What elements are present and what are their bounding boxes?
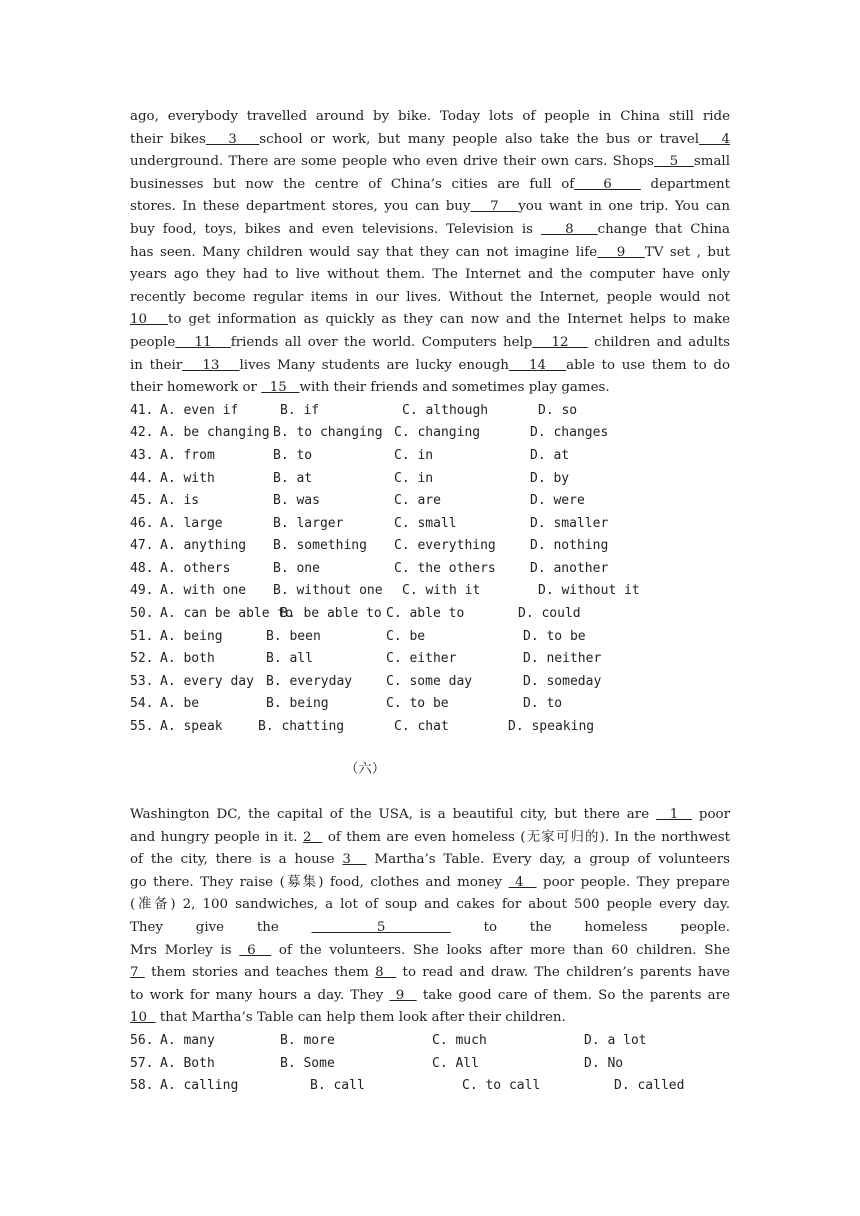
option-a: A. be: [160, 696, 200, 712]
options-list-6: [130, 1030, 730, 1098]
question-number: 48.: [130, 560, 154, 576]
option-d: D. changes: [530, 425, 609, 441]
passage-text: to the homeless people.: [450, 919, 730, 935]
question-number: 56.: [130, 1032, 154, 1048]
option-a: A. others: [160, 560, 231, 576]
option-c: C. to be: [386, 696, 449, 712]
passage-text: recently become regular items in our lives. Without the Internet, people would not: [130, 289, 730, 305]
passage-text: that Martha’s Table can help them look after their children.: [155, 1010, 566, 1026]
blank-number: 6: [239, 942, 272, 958]
passage-text: businesses but now the centre of China’s cities are full of: [130, 176, 575, 192]
option-d: D. could: [518, 606, 581, 622]
section-title-6: （六）: [345, 762, 386, 777]
option-row: [130, 648, 730, 671]
option-b: B. was: [273, 493, 320, 509]
option-c: C. to call: [462, 1078, 541, 1094]
option-row: [130, 535, 730, 558]
passage-text: years ago they had to live without them. The Internet and the computer have only: [130, 267, 730, 283]
passage-line: [130, 962, 730, 985]
passage-line: [130, 309, 730, 332]
passage-text: Washington DC, the capital of the USA, is a beautiful city, but there are: [130, 807, 656, 822]
option-row: [130, 513, 730, 536]
passage-text: with their friends and sometimes play games.: [299, 380, 610, 396]
passage-text: you want in one trip. You can: [518, 199, 730, 215]
option-row: [130, 580, 730, 603]
question-number: 52.: [130, 651, 154, 667]
blank-number: 9: [597, 244, 645, 260]
option-row: [130, 626, 730, 649]
option-c: C. although: [402, 402, 489, 418]
passage-text: school or work, but many people also take the bus or travel: [259, 131, 700, 147]
passage-text: to work for many hours a day. They: [130, 987, 390, 1003]
passage-text: of the city, there is a house: [130, 852, 343, 868]
option-a: A. be changing: [160, 425, 270, 441]
question-number: 50.: [130, 606, 154, 622]
option-row: [130, 693, 730, 716]
option-a: A. many: [160, 1032, 215, 1048]
question-number: 41.: [130, 402, 154, 418]
option-b: B. something: [273, 538, 367, 554]
option-a: A. every day: [160, 673, 254, 689]
worksheet-page-section-6: [130, 804, 730, 1098]
passage-line: [130, 1007, 730, 1030]
passage-line: [130, 151, 730, 174]
blank-number: 3: [342, 852, 367, 868]
option-d: D. at: [530, 447, 570, 463]
passage-text: Mrs Morley is: [130, 942, 240, 958]
option-b: B. being: [266, 696, 329, 712]
blank-number: 10: [130, 1010, 156, 1026]
passage-text: able to use them to do: [566, 357, 731, 373]
passage-text: has seen. Many children would say that they can not imagine life: [130, 244, 598, 260]
passage-line: [130, 355, 730, 378]
options-list-5: [130, 400, 730, 739]
passage-text: small: [693, 154, 730, 170]
option-d: D. smaller: [530, 515, 609, 531]
option-c: C. either: [386, 651, 457, 667]
option-row: [130, 468, 730, 491]
passage-line: [130, 264, 730, 287]
blank-number: 7: [470, 199, 519, 215]
option-c: C. able to: [386, 606, 465, 622]
option-row: [130, 445, 730, 468]
passage-line: [130, 287, 730, 310]
passage-text: and hungry people in it.: [130, 829, 303, 845]
blank-number: 5: [653, 154, 694, 170]
passage-line: [130, 332, 730, 355]
passage-line: [130, 804, 730, 827]
blank-number: 11: [175, 334, 231, 350]
passage-text: of them are even homeless (无家可归的). In the northwest: [322, 829, 730, 845]
option-b: B. larger: [273, 515, 344, 531]
passage-text: children and adults: [587, 334, 731, 350]
option-a: A. being: [160, 628, 223, 644]
passage-text: in their: [130, 357, 183, 373]
option-a: A. with: [160, 470, 215, 486]
question-number: 47.: [130, 538, 154, 554]
question-number: 58.: [130, 1078, 154, 1094]
blank-number: 10: [130, 312, 169, 328]
passage-text: their homework or: [130, 380, 262, 396]
blank-number: 14: [508, 357, 567, 373]
cloze-passage-5: [130, 106, 730, 400]
option-d: D. so: [538, 402, 578, 418]
option-d: D. were: [530, 493, 585, 509]
option-d: D. without it: [538, 583, 640, 599]
question-number: 46.: [130, 515, 154, 531]
option-a: A. can be able to: [160, 606, 294, 622]
worksheet-page: [130, 106, 730, 739]
passage-text: friends all over the world. Computers help: [230, 334, 533, 350]
question-number: 51.: [130, 628, 154, 644]
passage-text: poor: [692, 807, 731, 822]
option-d: D. neither: [523, 651, 602, 667]
passage-line: [130, 174, 730, 197]
option-row: [130, 422, 730, 445]
blank-number: 4: [508, 874, 537, 890]
passage-text: stores. In these department stores, you can buy: [130, 199, 471, 215]
passage-line: [130, 917, 730, 940]
option-c: C. some day: [386, 673, 473, 689]
option-c: C. the others: [394, 560, 496, 576]
passage-text: ago, everybody travelled around by bike. Today lots of people in China still ride: [130, 109, 730, 124]
option-b: B. chatting: [258, 719, 345, 735]
option-row: [130, 1030, 730, 1053]
passage-line: [130, 940, 730, 963]
option-c: C. All: [432, 1055, 479, 1071]
passage-line: [130, 196, 730, 219]
question-number: 57.: [130, 1055, 154, 1071]
option-b: B. be able to: [280, 606, 382, 622]
passage-text: of the volunteers. She looks after more than 60 children. She: [271, 942, 731, 958]
option-a: A. is: [160, 493, 200, 509]
passage-line: [130, 242, 730, 265]
passage-line: [130, 827, 730, 850]
option-d: D. a lot: [584, 1032, 647, 1048]
option-b: B. to: [273, 447, 313, 463]
option-row: [130, 671, 730, 694]
option-c: C. changing: [394, 425, 481, 441]
passage-text: buy food, toys, bikes and even televisions. Television is: [130, 221, 542, 237]
blank-number: 5: [311, 919, 451, 935]
option-c: C. in: [394, 447, 434, 463]
passage-text: people: [130, 334, 176, 350]
passage-text: underground. There are some people who even drive their own cars. Shops: [130, 154, 654, 170]
option-a: A. even if: [160, 402, 239, 418]
option-d: D. to be: [523, 628, 586, 644]
passage-text: Martha’s Table. Every day, a group of volunteers: [366, 852, 730, 868]
passage-text: take good care of them. So the parents are: [416, 987, 730, 1003]
passage-line: [130, 219, 730, 242]
blank-number: 3: [205, 131, 260, 147]
option-a: A. speak: [160, 719, 223, 735]
option-row: [130, 1075, 730, 1098]
option-d: D. by: [530, 470, 570, 486]
passage-text: them stories and teaches them: [144, 965, 376, 981]
blank-number: 9: [389, 987, 417, 1003]
passage-text: to get information as quickly as they can now and the Internet helps to make: [168, 312, 731, 328]
question-number: 44.: [130, 470, 154, 486]
blank-number: 2: [302, 829, 323, 845]
option-a: A. with one: [160, 583, 247, 599]
option-d: D. someday: [523, 673, 602, 689]
passage-text: department: [640, 176, 730, 192]
option-d: D. called: [614, 1078, 685, 1094]
option-a: A. anything: [160, 538, 247, 554]
option-c: C. with it: [402, 583, 481, 599]
blank-number: 7: [130, 965, 145, 981]
option-row: [130, 400, 730, 423]
option-c: C. everything: [394, 538, 496, 554]
option-c: C. in: [394, 470, 434, 486]
option-row: [130, 558, 730, 581]
blank-number: 6: [574, 176, 641, 192]
passage-text: poor people. They prepare: [536, 874, 730, 890]
option-row: [130, 490, 730, 513]
option-b: B. at: [273, 470, 313, 486]
option-d: D. to: [523, 696, 563, 712]
blank-number: 8: [541, 221, 598, 237]
passage-text: TV set , but: [644, 244, 730, 260]
option-b: B. Some: [280, 1055, 335, 1071]
option-row: [130, 1053, 730, 1076]
option-d: D. speaking: [508, 719, 595, 735]
question-number: 49.: [130, 583, 154, 599]
question-number: 55.: [130, 719, 154, 735]
passage-line: [130, 894, 730, 917]
option-b: B. been: [266, 628, 321, 644]
passage-line: [130, 106, 730, 129]
question-number: 54.: [130, 696, 154, 712]
option-a: A. large: [160, 515, 223, 531]
passage-line: [130, 377, 730, 400]
passage-text: to read and draw. The children’s parents have: [396, 965, 730, 981]
option-d: D. another: [530, 560, 609, 576]
blank-number: 1: [656, 807, 693, 822]
option-b: B. one: [273, 560, 320, 576]
option-c: C. chat: [394, 719, 449, 735]
question-number: 42.: [130, 425, 154, 441]
option-c: C. are: [394, 493, 441, 509]
passage-line: [130, 849, 730, 872]
option-b: B. if: [280, 402, 320, 418]
passage-line: [130, 872, 730, 895]
blank-number: 13: [182, 357, 240, 373]
option-c: C. be: [386, 628, 426, 644]
option-b: B. call: [310, 1078, 365, 1094]
option-a: A. calling: [160, 1078, 239, 1094]
question-number: 45.: [130, 493, 154, 509]
option-b: B. to changing: [273, 425, 383, 441]
option-b: B. all: [266, 651, 313, 667]
blank-number: 8: [375, 965, 397, 981]
option-row: [130, 603, 730, 626]
passage-text: (准备) 2, 100 sandwiches, a lot of soup and cakes for about 500 people every day.: [130, 897, 730, 913]
blank-number: 15: [261, 380, 300, 396]
passage-line: [130, 985, 730, 1008]
passage-text: go there. They raise (募集) food, clothes and money: [130, 874, 509, 890]
blank-number: 4: [699, 131, 730, 147]
passage-text: their bikes: [130, 131, 206, 147]
cloze-passage-6: [130, 804, 730, 1030]
option-d: D. nothing: [530, 538, 609, 554]
option-a: A. both: [160, 651, 215, 667]
option-b: B. without one: [273, 583, 383, 599]
option-b: B. everyday: [266, 673, 353, 689]
blank-number: 12: [532, 334, 588, 350]
question-number: 53.: [130, 673, 154, 689]
question-number: 43.: [130, 447, 154, 463]
option-d: D. No: [584, 1055, 624, 1071]
option-c: C. much: [432, 1032, 487, 1048]
passage-line: [130, 129, 730, 152]
option-a: A. Both: [160, 1055, 215, 1071]
option-row: [130, 716, 730, 739]
passage-text: They give the: [130, 919, 312, 935]
option-b: B. more: [280, 1032, 335, 1048]
option-c: C. small: [394, 515, 457, 531]
option-a: A. from: [160, 447, 215, 463]
passage-text: change that China: [597, 221, 731, 237]
passage-text: lives Many students are lucky enough: [239, 357, 509, 373]
